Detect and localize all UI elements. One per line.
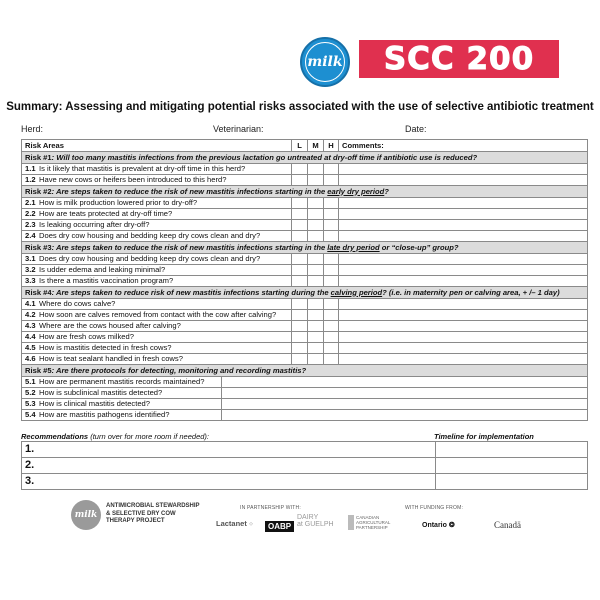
rating-high-cell[interactable] (324, 220, 339, 231)
item-text: How is milk production lowered prior to dry-off? (39, 198, 198, 207)
table-header-row (22, 140, 588, 152)
table-row (22, 198, 588, 209)
risk-section-heading (22, 287, 588, 299)
item-text: How soon are calves removed from contact with the cow after calving? (39, 310, 277, 319)
table-row (22, 220, 588, 231)
rating-high-cell[interactable] (324, 343, 339, 354)
item-number: 2.3 (25, 220, 36, 229)
canadian-agricultural-partnership-logo (348, 515, 390, 530)
cap-line-1: CANADIAN (356, 515, 380, 520)
rating-high-cell[interactable] (324, 209, 339, 220)
recommendation-field-2[interactable]: 2. (22, 458, 436, 474)
risk-item-question (22, 220, 292, 231)
table-row (22, 254, 588, 265)
item-text: How are mastitis pathogens identified? (39, 410, 170, 419)
ontario-trillium-icon: ❂ (448, 522, 455, 529)
risk-question (52, 288, 560, 297)
project-line-2: & SELECTIVE DRY COW (106, 510, 176, 517)
comment-field[interactable] (339, 209, 588, 220)
risk-question (52, 187, 389, 196)
rating-low-cell[interactable] (292, 231, 308, 242)
risk-label: Risk #4 (25, 287, 52, 297)
recommendation-field-1[interactable]: 1. (22, 442, 436, 458)
item-number: 5.3 (25, 399, 36, 408)
rating-medium-cell[interactable] (308, 321, 324, 332)
header-high: H (324, 140, 339, 152)
risk-label: Risk #3 (25, 242, 52, 252)
rating-low-cell[interactable] (292, 175, 308, 186)
table-row (22, 276, 588, 287)
risk-question (52, 153, 478, 162)
comment-field[interactable] (339, 299, 588, 310)
risk-section-heading (22, 242, 588, 254)
item-number: 4.3 (25, 321, 36, 330)
rating-medium-cell[interactable] (308, 254, 324, 265)
milk-logo (300, 37, 350, 87)
table-row (22, 310, 588, 321)
item-number: 3.2 (25, 265, 36, 274)
header-risk-areas: Risk Areas (22, 140, 292, 152)
table-row (22, 231, 588, 242)
rating-high-cell[interactable] (324, 198, 339, 209)
risk-question (52, 366, 307, 375)
item-text: Where do cows calve? (39, 299, 116, 308)
rating-medium-cell[interactable] (308, 175, 324, 186)
header-medium: M (308, 140, 324, 152)
risk-question-text: : Are steps taken to reduce risk of new mastitis infections starting during the (51, 287, 331, 297)
rating-low-cell[interactable] (292, 276, 308, 287)
risk-item-question (22, 254, 292, 265)
risk-question-suffix: or “close-up” group? (379, 242, 459, 252)
guelph-text: at GUELPH (297, 521, 334, 528)
table-row (22, 410, 588, 421)
risk-item-question (22, 388, 222, 399)
risk-question-text: : Are steps taken to reduce the risk of new mastitis infections starting in the (51, 186, 328, 196)
rating-low-cell[interactable] (292, 310, 308, 321)
risk-section-heading (22, 152, 588, 164)
risk-section-heading (22, 365, 588, 377)
recommendation-row (22, 442, 588, 458)
risk-question (52, 243, 459, 252)
herd-label: Herd: (21, 124, 44, 134)
table-row (22, 175, 588, 186)
rating-low-cell[interactable] (292, 254, 308, 265)
risk-item-question (22, 399, 222, 410)
rating-high-cell[interactable] (324, 254, 339, 265)
project-logo-text: milk (74, 510, 98, 520)
item-number: 3.3 (25, 276, 36, 285)
risk-section-row (22, 242, 588, 254)
rating-low-cell[interactable] (292, 354, 308, 365)
risk-period-emphasis: early dry period (327, 186, 385, 196)
risk-item-question (22, 209, 292, 220)
partnership-label: IN PARTNERSHIP WITH: (240, 505, 301, 511)
comment-field[interactable] (222, 388, 588, 399)
item-number: 5.4 (25, 410, 36, 419)
lactanet-logo: Lactanet ⁘ (216, 519, 254, 528)
comment-field[interactable] (339, 231, 588, 242)
rating-low-cell[interactable] (292, 209, 308, 220)
rating-high-cell[interactable] (324, 354, 339, 365)
comment-field[interactable] (339, 265, 588, 276)
risk-section-row (22, 186, 588, 198)
item-number: 1.2 (25, 175, 36, 184)
risk-item-question (22, 354, 292, 365)
table-row (22, 265, 588, 276)
page-title: Summary: Assessing and mitigating potential risks associated with the use of selective antibiotic treatment (6, 101, 594, 113)
item-number: 5.2 (25, 388, 36, 397)
table-row (22, 209, 588, 220)
recommendation-row (22, 474, 588, 490)
risk-item-question (22, 164, 292, 175)
item-text: Have new cows or heifers been introduced to this herd? (39, 175, 227, 184)
item-text: Where are the cows housed after calving? (39, 321, 181, 330)
recommendation-row (22, 458, 588, 474)
rating-medium-cell[interactable] (308, 299, 324, 310)
table-row (22, 377, 588, 388)
item-text: How are teats protected at dry-off time? (39, 209, 173, 218)
comment-field[interactable] (339, 198, 588, 209)
rating-medium-cell[interactable] (308, 343, 324, 354)
risk-item-question (22, 265, 292, 276)
comment-field[interactable] (222, 399, 588, 410)
risk-label: Risk #5 (25, 365, 52, 375)
rating-low-cell[interactable] (292, 321, 308, 332)
recommendation-field-3[interactable]: 3. (22, 474, 436, 490)
risk-item-question (22, 410, 222, 421)
risk-question-text: : Are there protocols for detecting, monitoring and recording mastitis? (51, 365, 307, 375)
item-text: How are fresh cows milked? (39, 332, 134, 341)
rating-medium-cell[interactable] (308, 198, 324, 209)
rating-high-cell[interactable] (324, 175, 339, 186)
rating-medium-cell[interactable] (308, 164, 324, 175)
comment-field[interactable] (339, 332, 588, 343)
table-row (22, 343, 588, 354)
item-text: How is mastitis detected in fresh cows? (39, 343, 172, 352)
rating-medium-cell[interactable] (308, 354, 324, 365)
item-text: Is there a mastitis vaccination program? (39, 276, 174, 285)
risk-section-heading (22, 186, 588, 198)
risk-item-question (22, 321, 292, 332)
risk-period-emphasis: calving period (330, 287, 383, 297)
oabp-logo (265, 516, 294, 534)
rating-high-cell[interactable] (324, 276, 339, 287)
risk-section-row (22, 365, 588, 377)
recommendations-title: Recommendations (21, 432, 89, 441)
project-line-3: THERAPY PROJECT (106, 518, 165, 524)
timeline-field-3[interactable] (436, 474, 588, 490)
rating-medium-cell[interactable] (308, 265, 324, 276)
ontario-logo (422, 521, 455, 529)
project-line-1: ANTIMICROBIAL STEWARDSHIP (106, 503, 200, 509)
oabp-text: OABP (265, 521, 294, 532)
rating-medium-cell[interactable] (308, 231, 324, 242)
table-row (22, 332, 588, 343)
comment-field[interactable] (339, 220, 588, 231)
risk-label: Risk #2 (25, 186, 52, 196)
timeline-label: Timeline for implementation (434, 432, 534, 441)
risk-question-suffix: ? (i.e. in maternity pen or calving area, + /– 1 day) (382, 287, 560, 297)
rating-low-cell[interactable] (292, 220, 308, 231)
risk-item-question (22, 332, 292, 343)
table-row (22, 164, 588, 175)
item-text: Is it likely that mastitis is prevalent at dry-off time in this herd? (39, 164, 246, 173)
risk-item-question (22, 299, 292, 310)
rating-medium-cell[interactable] (308, 209, 324, 220)
risk-question-text: : Will too many mastitis infections from the previous lactation go untreated at dry-off time if antibiotic use is reduced? (51, 152, 478, 162)
rating-low-cell[interactable] (292, 332, 308, 343)
risk-question-suffix: ? (384, 186, 389, 196)
risk-item-question (22, 310, 292, 321)
dairy-text: DAIRY (297, 514, 319, 521)
comment-field[interactable] (339, 164, 588, 175)
canada-wordmark: Canadä (494, 520, 521, 530)
recommendations-note: (turn over for more room if needed): (88, 432, 209, 441)
rating-high-cell[interactable] (324, 299, 339, 310)
item-text: How are permanent mastitis records maintained? (39, 377, 205, 386)
item-number: 4.5 (25, 343, 36, 352)
table-row (22, 354, 588, 365)
recommendations-table (21, 441, 588, 490)
scc-200-banner (359, 40, 559, 78)
item-number: 2.1 (25, 198, 36, 207)
timeline-field-1[interactable] (436, 442, 588, 458)
item-text: How is subclinical mastitis detected? (39, 388, 163, 397)
rating-medium-cell[interactable] (308, 332, 324, 343)
rating-low-cell[interactable] (292, 343, 308, 354)
rating-medium-cell[interactable] (308, 276, 324, 287)
comment-field[interactable] (222, 410, 588, 421)
ontario-text: Ontario (422, 522, 447, 529)
rating-high-cell[interactable] (324, 265, 339, 276)
risk-section-row (22, 152, 588, 164)
item-text: Does dry cow housing and bedding keep dry cows clean and dry? (39, 254, 261, 263)
funding-label: WITH FUNDING FROM: (405, 505, 464, 511)
project-milk-logo (71, 500, 101, 530)
item-text: Does dry cow housing and bedding keep dry cows clean and dry? (39, 231, 261, 240)
item-number: 3.1 (25, 254, 36, 263)
risk-item-question (22, 231, 292, 242)
rating-medium-cell[interactable] (308, 310, 324, 321)
table-row (22, 299, 588, 310)
header-low: L (292, 140, 308, 152)
rating-high-cell[interactable] (324, 310, 339, 321)
risk-item-question (22, 276, 292, 287)
item-number: 4.1 (25, 299, 36, 308)
rating-high-cell[interactable] (324, 231, 339, 242)
risk-section-row (22, 287, 588, 299)
risk-item-question (22, 175, 292, 186)
item-number: 4.4 (25, 332, 36, 341)
timeline-field-2[interactable] (436, 458, 588, 474)
item-number: 2.4 (25, 231, 36, 240)
comment-field[interactable] (339, 321, 588, 332)
comment-field[interactable] (339, 276, 588, 287)
table-row (22, 399, 588, 410)
rating-low-cell[interactable] (292, 164, 308, 175)
item-text: How is teat sealant handled in fresh cows? (39, 354, 183, 363)
dairy-guelph-logo (297, 514, 334, 528)
item-text: How is clinical mastitis detected? (39, 399, 150, 408)
cap-line-3: PARTNERSHIP (356, 525, 388, 530)
item-number: 1.1 (25, 164, 36, 173)
comment-field[interactable] (339, 343, 588, 354)
veterinarian-label: Veterinarian: (213, 124, 264, 134)
item-number: 2.2 (25, 209, 36, 218)
item-text: Is udder edema and leaking minimal? (39, 265, 166, 274)
header-comments: Comments: (339, 140, 588, 152)
rating-low-cell[interactable] (292, 299, 308, 310)
rating-high-cell[interactable] (324, 332, 339, 343)
recommendations-label (21, 432, 209, 441)
cap-line-2: AGRICULTURAL (356, 520, 391, 525)
risk-item-question (22, 343, 292, 354)
rating-low-cell[interactable] (292, 198, 308, 209)
item-text: Is leaking occurring after dry-off? (39, 220, 150, 229)
comment-field[interactable] (339, 310, 588, 321)
comment-field[interactable] (339, 175, 588, 186)
risk-label: Risk #1 (25, 152, 52, 162)
comment-field[interactable] (339, 354, 588, 365)
risk-period-emphasis: late dry period (327, 242, 380, 252)
item-number: 4.6 (25, 354, 36, 363)
rating-low-cell[interactable] (292, 265, 308, 276)
banner-text: SCC 200 (383, 41, 535, 77)
table-row (22, 388, 588, 399)
item-number: 4.2 (25, 310, 36, 319)
risk-question-text: : Are steps taken to reduce the risk of new mastitis infections starting in the (51, 242, 328, 252)
comment-field[interactable] (339, 254, 588, 265)
risk-assessment-table (21, 139, 588, 421)
rating-high-cell[interactable] (324, 164, 339, 175)
rating-high-cell[interactable] (324, 321, 339, 332)
comment-field[interactable] (222, 377, 588, 388)
date-label: Date: (405, 124, 427, 134)
milk-logo-text: milk (305, 42, 345, 82)
risk-item-question (22, 198, 292, 209)
lactanet-text: Lactanet (216, 519, 247, 528)
risk-item-question (22, 377, 222, 388)
project-name (106, 503, 200, 526)
table-row (22, 321, 588, 332)
rating-medium-cell[interactable] (308, 220, 324, 231)
item-number: 5.1 (25, 377, 36, 386)
